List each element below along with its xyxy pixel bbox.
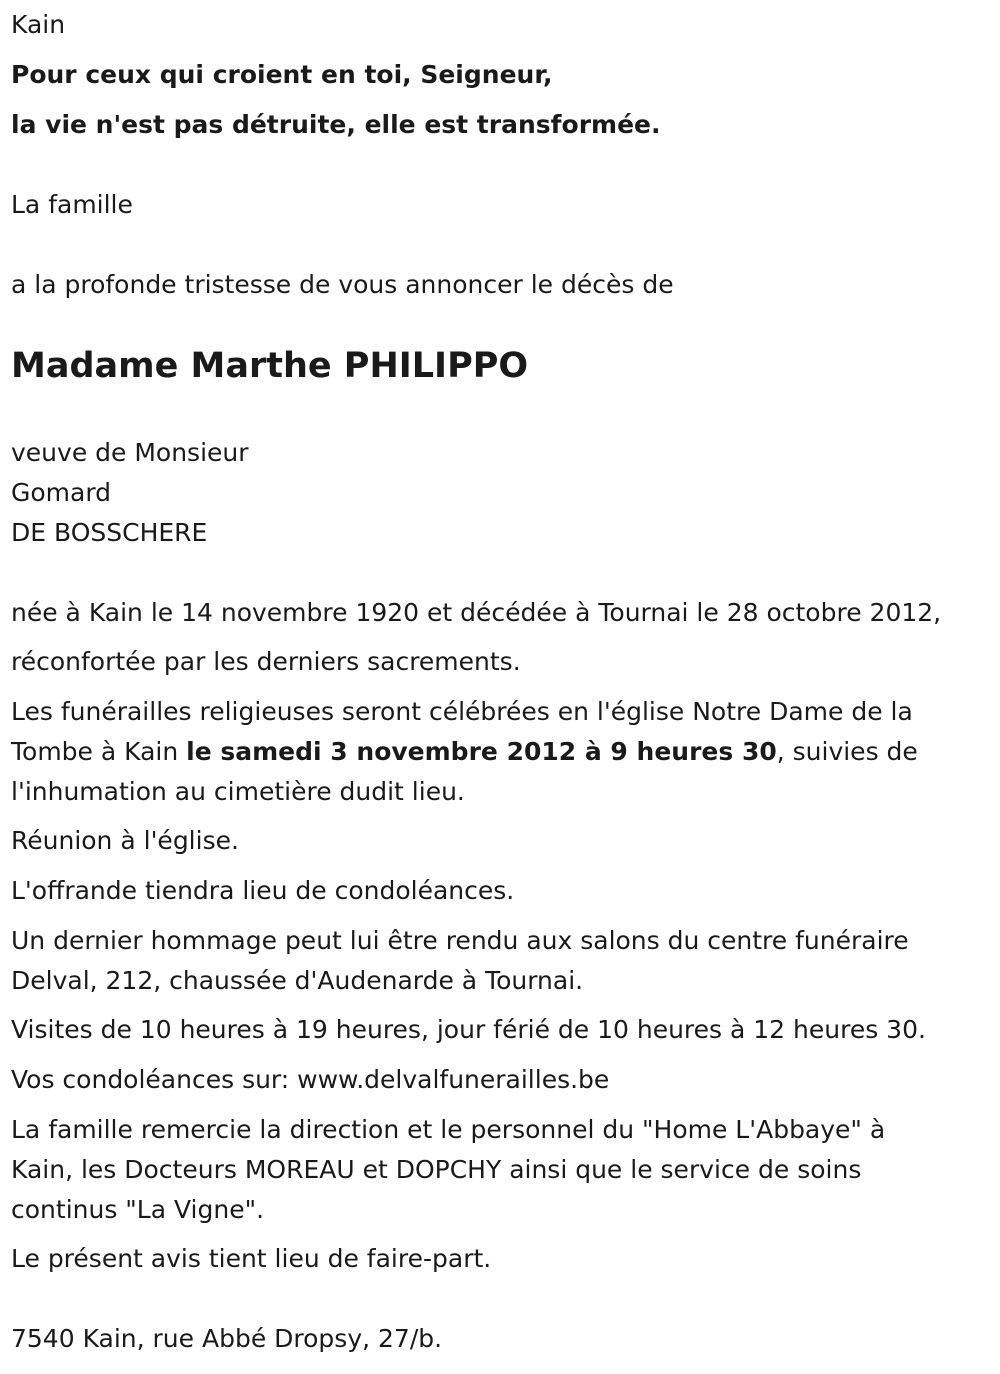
birth-death-text: née à Kain le 14 novembre 1920 et décédée à Tournai le 28 octobre 2012, (11, 598, 942, 627)
funeral-line-1: Les funérailles religieuses seront célébrées en l'église Notre Dame de la (11, 697, 913, 726)
address-text: 7540 Kain, rue Abbé Dropsy, 27/b. (11, 1324, 443, 1353)
offering-text: L'offrande tiendra lieu de condoléances. (11, 876, 515, 905)
location-top: Kain (11, 10, 66, 39)
verse-line-2: la vie n'est pas détruite, elle est transformée. (11, 110, 661, 139)
verse-line-1: Pour ceux qui croient en toi, Seigneur, (11, 60, 553, 89)
funeral-date-time: le samedi 3 novembre 2012 à 9 heures 30 (186, 737, 777, 766)
deceased-name: Madame Marthe PHILIPPO (11, 346, 529, 386)
widow-of-line-1: veuve de Monsieur (11, 438, 249, 467)
family-label: La famille (11, 190, 133, 219)
widow-of-line-3: DE BOSSCHERE (11, 518, 208, 547)
meeting-text: Réunion à l'église. (11, 826, 239, 855)
thanks-line-2: Kain, les Docteurs MOREAU et DOPCHY ainsi que le service de soins (11, 1155, 862, 1184)
tribute-line-1: Un dernier hommage peut lui être rendu aux salons du centre funéraire (11, 926, 909, 955)
visits-text: Visites de 10 heures à 19 heures, jour férié de 10 heures à 12 heures 30. (11, 1015, 926, 1044)
tribute-line-2: Delval, 212, chaussée d'Audenarde à Tournai. (11, 966, 584, 995)
announcement-text: a la profonde tristesse de vous annoncer le décès de (11, 270, 674, 299)
funeral-line-2-prefix: Tombe à Kain (11, 737, 187, 766)
funeral-line-3: l'inhumation au cimetière dudit lieu. (11, 777, 465, 806)
notice-text: Le présent avis tient lieu de faire-part. (11, 1244, 492, 1273)
funeral-line-2 (11, 732, 918, 772)
condolences-text: Vos condoléances sur: www.delvalfunerailles.be (11, 1065, 610, 1094)
thanks-line-1: La famille remercie la direction et le personnel du "Home L'Abbaye" à (11, 1115, 886, 1144)
thanks-line-3: continus "La Vigne". (11, 1195, 265, 1224)
sacraments-text: réconfortée par les derniers sacrements. (11, 647, 521, 676)
widow-of-line-2: Gomard (11, 478, 112, 507)
funeral-line-2-suffix: , suivies de (776, 737, 918, 766)
